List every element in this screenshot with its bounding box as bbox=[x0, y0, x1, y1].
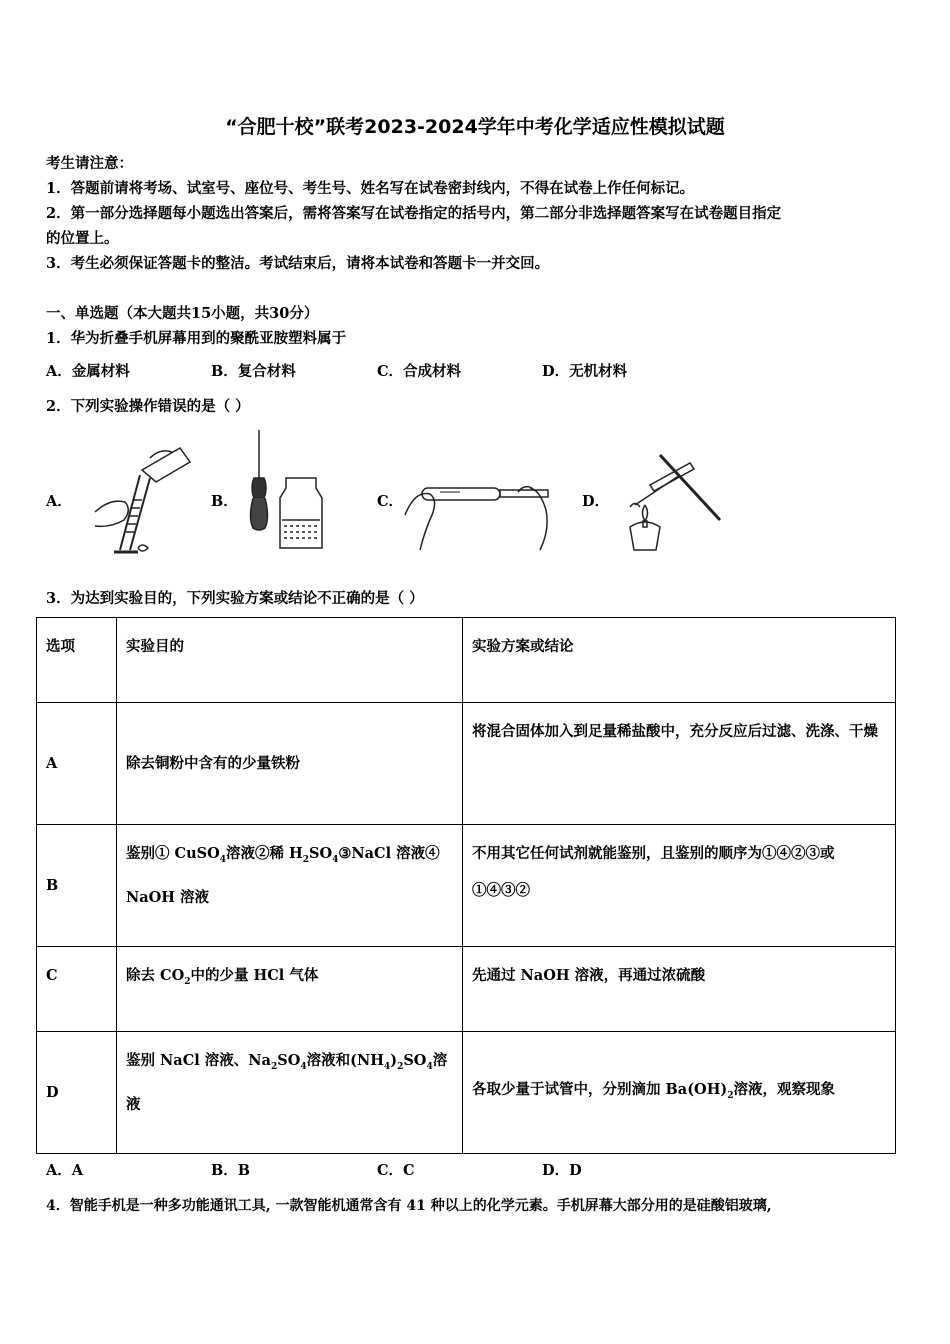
q3-option-b: B．B bbox=[211, 1162, 251, 1179]
row-a-plan: 将混合固体加入到足量稀盐酸中，充分反应后过滤、洗涤、干燥 bbox=[463, 703, 896, 825]
q1-option-a: A．金属材料 bbox=[46, 363, 130, 380]
figure-a-pouring-cylinder bbox=[80, 440, 195, 555]
table-row bbox=[37, 825, 896, 947]
q2-label-a: A． bbox=[46, 493, 72, 510]
row-b-aim: 鉴别① CuSO$_4$溶液②稀 $H_2SO_4③NaCl$ 溶液④ NaOH 溶液 bbox=[117, 825, 463, 947]
q4-stem: 4．智能手机是一种多功能通讯工具, 一款智能机通常含有 41 种以上的化学元素。手机屏幕大部分用的是硅酸铝玻璃, bbox=[46, 1198, 772, 1214]
figure-c-test-tube-hands bbox=[400, 470, 560, 555]
q2-stem: 2．下列实验操作错误的是（ ） bbox=[46, 398, 250, 415]
figure-b-dropper-bottle bbox=[240, 428, 330, 553]
header-option: 选项 bbox=[37, 618, 117, 703]
q3-table bbox=[36, 617, 896, 1154]
row-d-plan: 各取少量于试管中，分别滴加 $Ba(OH)_2$溶液，观察现象 bbox=[463, 1032, 896, 1154]
row-a-aim: 除去铜粉中含有的少量铁粉 bbox=[117, 703, 463, 825]
notice-item-1: 1．答题前请将考场、试室号、座位号、考生号、姓名写在试卷密封线内，不得在试卷上作任何标记。 bbox=[46, 180, 695, 197]
q1-option-c: C．合成材料 bbox=[377, 363, 462, 380]
row-d-option: D bbox=[37, 1032, 117, 1154]
q3-option-a: A．A bbox=[46, 1162, 84, 1179]
notice-item-3: 3．考生必须保证答题卡的整洁。考试结束后，请将本试卷和答题卡一并交回。 bbox=[46, 255, 550, 272]
notice-heading: 考生请注意： bbox=[46, 155, 133, 172]
q3-option-d: D．D bbox=[542, 1162, 582, 1179]
section-heading: 一、单选题（本大题共15小题，共30分） bbox=[46, 305, 319, 322]
q1-stem: 1．华为折叠手机屏幕用到的聚酰亚胺塑料属于 bbox=[46, 330, 347, 347]
row-c-plan: 先通过 NaOH 溶液，再通过浓硫酸 bbox=[463, 947, 896, 1032]
row-a-option: A bbox=[37, 703, 117, 825]
notice-item-2: 2．第一部分选择题每小题选出答案后，需将答案写在试卷指定的括号内，第二部分非选择题答案写在试卷题目指定 bbox=[46, 205, 782, 222]
q1-option-b: B．复合材料 bbox=[211, 363, 296, 380]
header-aim: 实验目的 bbox=[117, 618, 463, 703]
q2-label-b: B． bbox=[211, 493, 238, 510]
row-c-option: C bbox=[37, 947, 117, 1032]
q3-stem: 3．为达到实验目的，下列实验方案或结论不正确的是（ ） bbox=[46, 590, 424, 607]
table-header-row bbox=[37, 618, 896, 703]
notice-item-2-cont: 的位置上。 bbox=[46, 230, 119, 247]
table-row bbox=[37, 703, 896, 825]
figure-d-heating-apparatus bbox=[610, 445, 730, 555]
table-row bbox=[37, 1032, 896, 1154]
q2-label-d: D． bbox=[582, 493, 610, 510]
q1-option-d: D．无机材料 bbox=[542, 363, 628, 380]
q2-label-c: C． bbox=[377, 493, 404, 510]
row-b-plan: 不用其它任何试剂就能鉴别，且鉴别的顺序为①④②③或①④③② bbox=[463, 825, 896, 947]
q3-option-c: C．C bbox=[377, 1162, 415, 1179]
row-c-aim: 除去 $CO_2$中的少量 HCl 气体 bbox=[117, 947, 463, 1032]
header-plan: 实验方案或结论 bbox=[463, 618, 896, 703]
row-b-option: B bbox=[37, 825, 117, 947]
row-d-aim: 鉴别 NaCl 溶液、$Na_2SO_4$溶液和$(NH_4)_2SO_4$溶液 bbox=[117, 1032, 463, 1154]
table-row bbox=[37, 947, 896, 1032]
exam-title: “合肥十校”联考2023-2024学年中考化学适应性模拟试题 bbox=[225, 116, 725, 138]
